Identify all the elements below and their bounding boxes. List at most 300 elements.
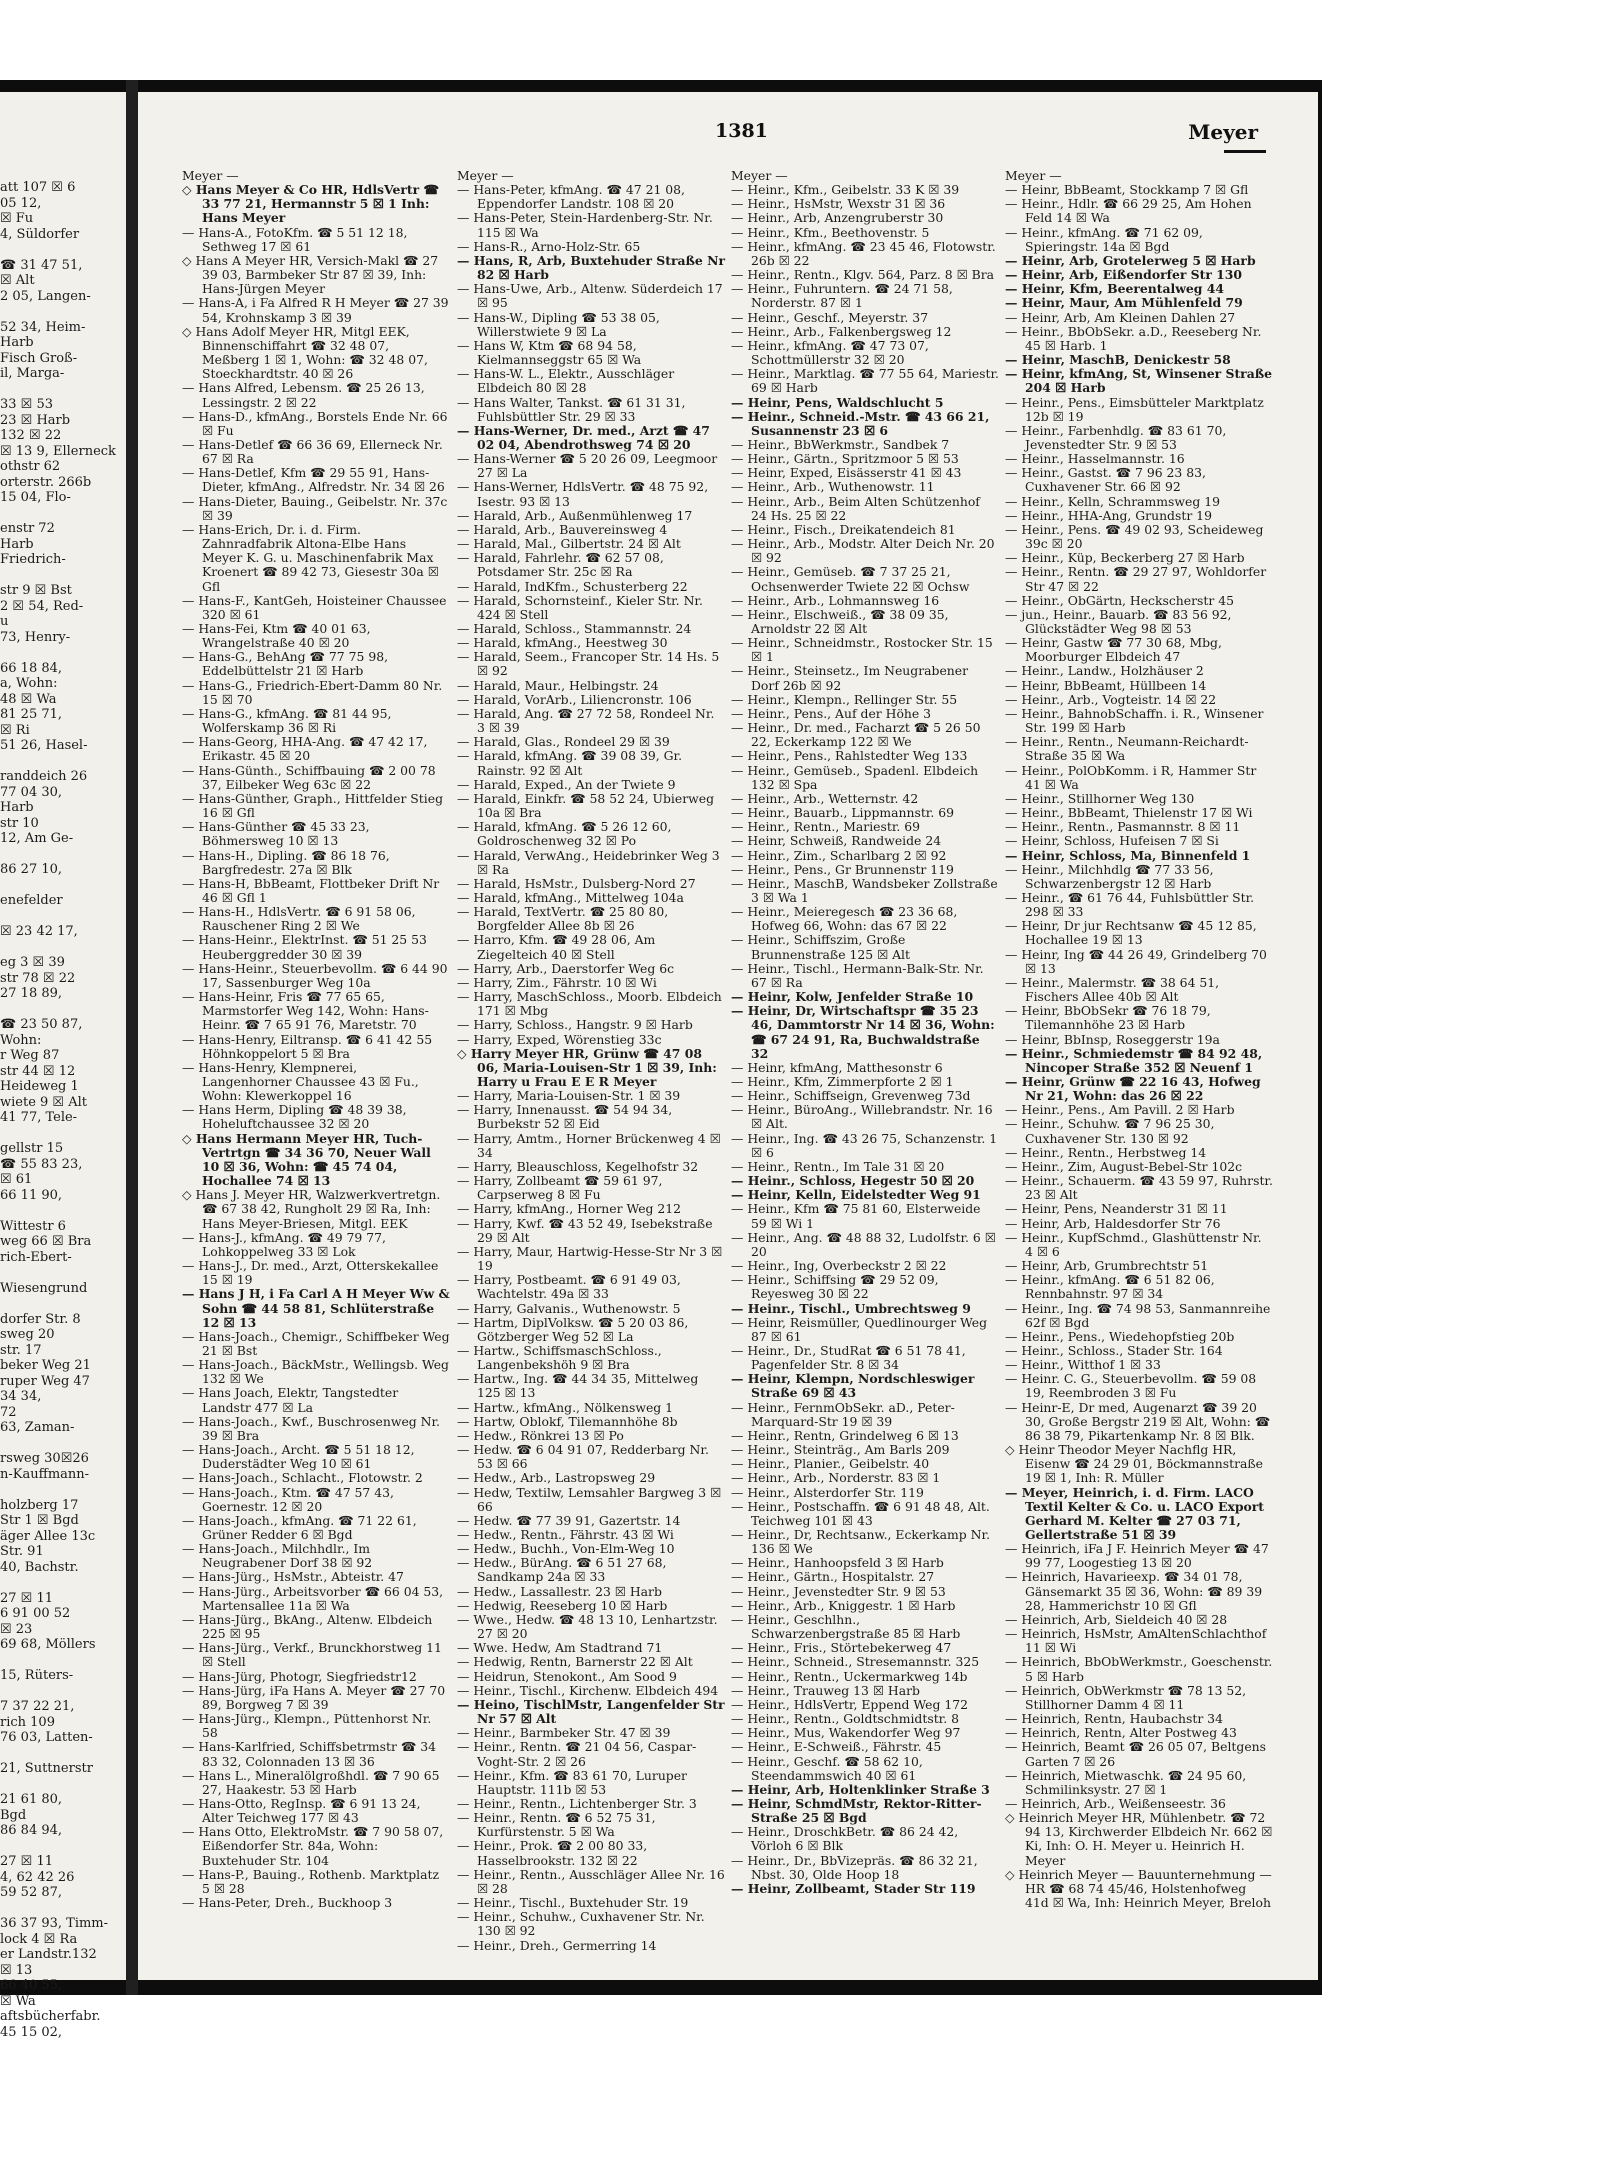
directory-entry: — Heinr., Farbenhdlg. ☎ 83 61 70, Jevenstedter Str. 9 ☒ 53 (1005, 422, 1227, 452)
directory-entry: — Hans Alfred, Lebensm. ☎ 25 26 13, Lessingstr. 2 ☒ 22 (182, 380, 425, 410)
directory-entry: — Harald, TextVertr. ☎ 25 80 80, Borgfelder Allee 8b ☒ 26 (457, 904, 669, 934)
directory-entry: — Harald, Schloss., Stammannstr. 24 (457, 621, 692, 636)
directory-entry: — Heinrich, Rentn, Alter Postweg 43 (1005, 1725, 1237, 1741)
directory-entry: — Heinr., Schuhw., Cuxhavener Str. Nr. 130 ☒ 92 (457, 1909, 705, 1939)
directory-entry: — Heinr., Milchhdlg ☎ 77 33 56, Schwarzenbergstr 12 ☒ Harb (1005, 861, 1214, 891)
directory-entry: — Harry, Arb., Daerstorfer Weg 6c (457, 960, 675, 976)
directory-entry: — Heinr., Tischl., Kirchenw. Elbdeich 494 (457, 1682, 719, 1698)
directory-entry: — Heinrich, Arb., Weißenseestr. 36 (1005, 1795, 1226, 1811)
sliver-line: 27 18 89, (0, 986, 63, 1001)
directory-entry: — Harald, VorArb., Liliencronstr. 106 (457, 691, 692, 707)
directory-entry: — Heinr., Rentn., Herbstweg 14 (1005, 1144, 1207, 1160)
column-head: Meyer — (182, 168, 239, 183)
directory-entry: — Meyer, Heinrich, i. d. Firm. LACO Textil Kelter & Co. u. LACO Export Gerhard M. Kelter ☎ 27 03 71, Gellertstraße 51 ☒ 39 (1005, 1484, 1265, 1542)
column-entries (1005, 183, 1273, 1910)
directory-entry: — Hans-Joach., kfmAng. ☎ 71 22 61, Grüner Redder 6 ☒ Bgd (182, 1512, 417, 1542)
sliver-line: n-Kauffmann- (0, 1466, 90, 1482)
sliver-line: Str. 91 (0, 1544, 44, 1559)
directory-entry: ◇ Hans Adolf Meyer HR, Mitgl EEK, Binnenschiffahrt ☎ 32 48 07, Meßberg 1 ☒ 1, Wohn: ☎ 32 48 07, Stoeckhardtstr. 40 ☒ 26 (182, 323, 428, 382)
directory-entry: — Hans-Jürg., HsMstr., Abteistr. 47 (182, 1569, 404, 1585)
directory-entry: — Hans W, Ktm ☎ 68 94 58, Kielmannseggstr 65 ☒ Wa (457, 337, 642, 368)
sliver-line: Wittestr 6 (0, 1218, 66, 1234)
directory-entry: — Heinr., Ang. ☎ 48 88 32, Ludolfstr. 6 ☒ 20 (731, 1229, 996, 1259)
directory-entry: — Heinr., Rentn., Klgv. 564, Parz. 8 ☒ Bra (731, 267, 995, 283)
sliver-line: 73, Henry- (0, 629, 71, 645)
directory-entry: — Heinr., kfmAng. ☎ 71 62 09, Spieringstr. 14a ☒ Bgd (1005, 224, 1203, 254)
directory-entry: — Hedw. ☎ 77 39 91, Gazertstr. 14 (457, 1512, 681, 1528)
directory-entry: — Heinr., BüroAng., Willebrandstr. Nr. 16 ☒ Alt. (731, 1102, 993, 1132)
sliver-line: ☒ Fu (0, 211, 34, 226)
sliver-line: 69 68, Möllers (0, 1637, 96, 1652)
directory-entry: — Hans-Georg, HHA-Ang. ☎ 47 42 17, Erikastr. 45 ☒ 20 (182, 734, 428, 764)
directory-entry: — Hans-Heinr., ElektrInst. ☎ 51 25 53 Heuberggredder 30 ☒ 39 (182, 932, 427, 962)
directory-entry: — Hans-F., KantGeh, Hoisteiner Chaussee 320 ☒ 61 (182, 592, 447, 622)
directory-entry: — Hans-H., HdlsVertr. ☎ 6 91 58 06, Rauschener Ring 2 ☒ We (182, 904, 416, 934)
directory-entry: — Hans-Joach., Milchhdlr., Im Neugrabener Dorf 38 ☒ 92 (182, 1541, 373, 1571)
sliver-line: Heideweg 1 (0, 1079, 79, 1094)
sliver-line: weg 66 ☒ Bra (0, 1234, 92, 1249)
directory-entry: — Harry, Exped, Wörenstieg 33c (457, 1031, 662, 1047)
directory-entry: — Heinr., Planier., Geibelstr. 40 (731, 1456, 930, 1472)
directory-entry: — Harry, Galvanis., Wuthenowstr. 5 (457, 1300, 681, 1316)
directory-entry: — Hans-Heinr., Steuerbevollm. ☎ 6 44 90 17, Sassenburger Weg 10a (182, 960, 448, 990)
sliver-line (0, 1296, 126, 1312)
sliver-line (0, 382, 126, 398)
directory-entry: — Heinr., Malermstr. ☎ 38 64 51, Fischers Allee 40b ☒ Alt (1005, 974, 1220, 1005)
directory-entry: — Heinr., BbBeamt, Thielenstr 17 ☒ Wi (1005, 805, 1253, 821)
sliver-line: ☎ 55 83 23, (0, 1156, 83, 1172)
directory-entry: — Harry, Amtm., Horner Brückenweg 4 ☒ 34 (457, 1130, 721, 1160)
sliver-line: 6 91 00 52 (0, 1606, 71, 1621)
sliver-line: 51 26, Hasel- (0, 738, 88, 753)
directory-entry: — Hans-Jürg., Verkf., Brunckhorstweg 11 ☒ Stell (182, 1640, 442, 1670)
directory-entry: — Hans-D., kfmAng., Borstels Ende Nr. 66 ☒ Fu (182, 408, 448, 438)
directory-entry: — Heinr., Dr., BbVizepräs. ☎ 86 32 21, Nbst. 30, Olde Hoop 18 (731, 1852, 978, 1882)
directory-entry: — Heinr., Mus, Wakendorfer Weg 97 (731, 1725, 961, 1741)
directory-entry: — Heinr., Arb., Wuthenowstr. 11 (731, 479, 935, 495)
directory-entry: — Harald, Ang. ☎ 27 72 58, Rondeel Nr. 3 ☒ 39 (457, 705, 715, 736)
sliver-line: 23 ☒ Harb (0, 412, 71, 428)
directory-entry: — Hartw., Ing. ☎ 44 34 35, Mittelweg 125 ☒ 13 (457, 1371, 699, 1401)
directory-entry: — Heinr., Arb., Beim Alten Schützenhof 24 Hs. 25 ☒ 22 (731, 493, 980, 523)
directory-entry: — Heinr., Rentn., Pasmannstr. 8 ☒ 11 (1005, 819, 1241, 835)
directory-entry: — Heinr, BbInsp, Roseggerstr 19a (1005, 1031, 1220, 1047)
sliver-line: 36 37 93, Timm- (0, 1916, 109, 1931)
directory-entry: — Hans L., Mineralölgroßhdl. ☎ 7 90 65 27, Haakestr. 53 ☒ Harb (182, 1767, 440, 1797)
sliver-line: 66 11 90, (0, 1187, 63, 1203)
directory-entry: — Heinr., Ing. ☎ 43 26 75, Schanzenstr. 1 ☒ 6 (731, 1130, 998, 1160)
directory-entry: — Hans-Joach., Ktm. ☎ 47 57 43, Goernestr. 12 ☒ 20 (182, 1484, 394, 1514)
sliver-line: a, Wohn: (0, 676, 58, 691)
sliver-line: r Weg 87 (0, 1048, 60, 1063)
sliver-line: ☒ 23 (0, 1621, 33, 1637)
directory-entry: — Heinr, Reismüller, Quedlinourger Weg 87 ☒ 61 (731, 1314, 988, 1344)
sliver-line: 66 18 84, (0, 660, 63, 676)
directory-entry: — Heinrich, Arb, Sieldeich 40 ☒ 28 (1005, 1611, 1228, 1627)
sliver-line (0, 1126, 126, 1142)
directory-entry: — Heinr., Schiffszim, Große Brunnenstraße 125 ☒ Alt (731, 932, 911, 962)
sliver-line: il, Marga- (0, 366, 65, 381)
sliver-line (0, 1203, 126, 1219)
page-number: 1381 (715, 120, 768, 142)
directory-entry: — jun., Heinr., Bauarb. ☎ 83 56 92, Glückstädter Weg 98 ☒ 53 (1005, 606, 1232, 636)
directory-entry: — Hans-Joach., Chemigr., Schiffbeker Weg 21 ☒ Bst (182, 1328, 450, 1358)
directory-entry: — Hans-A, i Fa Alfred R H Meyer ☎ 27 39 54, Krohnskamp 3 ☒ 39 (182, 295, 449, 325)
sliver-line (0, 506, 126, 522)
directory-entry: — Hans-Henry, Klempnerei, Langenhorner Chaussee 43 ☒ Fu., Wohn: Klewerkoppel 16 (182, 1059, 419, 1104)
sliver-line: 132 ☒ 22 (0, 428, 62, 443)
directory-entry: ◇ Hans Hermann Meyer HR, Tuch-Vertrtgn ☎ 34 36 70, Neuer Wall 10 ☒ 36, Wohn: ☎ 45 74 04, Hochallee 74 ☒ 13 (182, 1130, 431, 1189)
directory-entry: — Harald, VerwAng., Heidebrinker Weg 3 ☒ Ra (457, 847, 720, 877)
sliver-line: 15 04, Flo- (0, 490, 71, 505)
directory-entry: — Heinr. C. G., Steuerbevollm. ☎ 59 08 19, Reembroden 3 ☒ Fu (1005, 1371, 1257, 1401)
sliver-line: 76 03, Latten- (0, 1730, 93, 1745)
sliver-line: 45 15 02, (0, 2024, 63, 2040)
directory-entry: — Hans-P., Bauing., Rothenb. Marktplatz 5 ☒ 28 (182, 1866, 439, 1896)
directory-entry: — Heinr, BbBeamt, Stockkamp 7 ☒ Gfl (1005, 182, 1249, 198)
sliver-line (0, 1839, 126, 1855)
directory-entry: — Hans-Jürg., Arbeitsvorber ☎ 66 04 53, Martensallee 11a ☒ Wa (182, 1583, 444, 1613)
directory-entry: — Heinr., Rentn. ☎ 21 04 56, Caspar-Voght-Str. 2 ☒ 26 (457, 1739, 697, 1769)
directory-entry: — Hans-Joach., Kwf., Buschrosenweg Nr. 39 ☒ Bra (182, 1413, 440, 1443)
sliver-line: 4, 62 42 26 (0, 1869, 75, 1885)
directory-entry: — Heinr, Zollbeamt, Stader Str 119 (731, 1880, 976, 1896)
sliver-line: 81 25 71, (0, 707, 63, 722)
directory-entry: — Harald, kfmAng. ☎ 5 26 12 60, Goldroschenweg 32 ☒ Po (457, 819, 672, 849)
directory-entry: — Heinr., Schloss, Hegestr 50 ☒ 20 (731, 1173, 975, 1189)
sliver-line: ☒ Ri (0, 722, 30, 738)
directory-entry: — Heinr., Pens., Rahlstedter Weg 133 (731, 748, 968, 764)
sliver-line (0, 878, 126, 894)
sliver-line (0, 1265, 126, 1281)
sliver-line: gellstr 15 (0, 1141, 64, 1156)
directory-entry: — Heinr., Stillhorner Weg 130 (1005, 790, 1195, 806)
directory-entry: — Hans-Otto, RegInsp. ☎ 6 91 13 24, Alter Teichweg 177 ☒ 43 (182, 1795, 421, 1826)
directory-entry: ◇ Hans A Meyer HR, Versich-Makl ☎ 27 39 03, Barmbeker Str 87 ☒ 39, Inh: Hans-Jürgen Meyer (182, 252, 439, 297)
directory-entry: — Heinr., Dr, Rechtsanw., Eckerkamp Nr. 136 ☒ We (731, 1527, 991, 1557)
directory-entry: — Hartw., SchiffsmaschSchloss., Langenbekshöh 9 ☒ Bra (457, 1342, 662, 1373)
directory-entry: — Heinr., BahnobSchaffn. i. R., Winsener Str. 199 ☒ Harb (1005, 705, 1264, 736)
directory-entry: — Heinr., Rentn. ☎ 29 27 97, Wohldorfer Str 47 ☒ 22 (1005, 564, 1267, 594)
directory-entry: — Heinr., BbWerkmstr., Sandbek 7 (731, 436, 950, 452)
directory-entry: — Heinr, Pens, Waldschlucht 5 (731, 394, 944, 410)
sliver-line (0, 645, 126, 661)
directory-entry: — Heinr., Rentn., Mariestr. 69 (731, 819, 921, 835)
sliver-line: enefelder (0, 893, 63, 908)
directory-entry: — Hans-Werner ☎ 5 20 26 09, Leegmoor 27 ☒ La (457, 451, 718, 481)
directory-entry: — Heinr., Rentn., Ausschläger Allee Nr. 16 ☒ 28 (457, 1866, 725, 1896)
sliver-line: Friedrich- (0, 552, 66, 567)
directory-entry: — Heinr., Witthof 1 ☒ 33 (1005, 1357, 1161, 1373)
column-3 (731, 169, 999, 1969)
directory-entry: — Heinr., Arb., Norderstr. 83 ☒ 1 (731, 1470, 941, 1486)
sliver-line (0, 940, 126, 956)
sliver-line (0, 909, 126, 925)
directory-entry: — Hartw, Oblokf, Tilemannhöhe 8b (457, 1413, 678, 1429)
directory-entry: — Heinr., Schmiedemstr ☎ 84 92 48, Nincoper Straße 352 ☒ Neuenf 1 (1005, 1045, 1263, 1075)
directory-entry: — Hartw., kfmAng., Nölkensweg 1 (457, 1399, 674, 1415)
column-2 (457, 169, 725, 1969)
sliver-line: 2 05, Langen- (0, 288, 91, 304)
directory-entry: ◇ Heinrich Meyer HR, Mühlenbetr. ☎ 72 94 13, Kirchwerder Elbdeich Nr. 662 ☒ Ki, Inh: O. H. Meyer u. Heinrich H. Meyer (1005, 1810, 1273, 1868)
directory-entry: — Wwe., Hedw. ☎ 48 13 10, Lenhartzstr. 27 ☒ 20 (457, 1611, 718, 1642)
sliver-line: rich-Ebert- (0, 1249, 72, 1265)
directory-entry: — Heinr., Gärtn., Hospitalstr. 27 (731, 1569, 935, 1585)
sliver-line: eg 3 ☒ 39 (0, 955, 65, 970)
directory-entry: — Heinr., Kfm. ☎ 83 61 70, Luruper Hauptstr. 111b ☒ 53 (457, 1767, 687, 1797)
directory-entry: — Harald, kfmAng., Heestweg 30 (457, 635, 668, 651)
directory-entry: — Hans-Günther, Graph., Hittfelder Stieg 16 ☒ Gfl (182, 790, 444, 821)
directory-entry: — Heinr., Landw., Holzhäuser 2 (1005, 663, 1204, 679)
directory-entry: — Hans-Jürg, Photogr, Siegfriedstr12 (182, 1668, 417, 1684)
directory-entry: — Heinrich, Havarieexp. ☎ 34 01 78, Gänsemarkt 35 ☒ 36, Wohn: ☎ 89 39 28, Hammerichstr 10 ☒ Gfl (1005, 1569, 1263, 1613)
directory-entry: — Heinr., PolObKomm. i R, Hammer Str 41 ☒ Wa (1005, 762, 1257, 792)
directory-entry: — Heinr., Schneidmstr., Rostocker Str. 15 ☒ 1 (731, 635, 993, 665)
directory-entry: — Harry, Kwf. ☎ 43 52 49, Isebekstraße 29 ☒ Alt (457, 1215, 713, 1245)
directory-entry: — Harald, Fahrlehr. ☎ 62 57 08, Potsdamer Str. 25c ☒ Ra (457, 550, 664, 580)
directory-entry: — Heinr, Exped, Eisässerstr 41 ☒ 43 (731, 465, 962, 481)
sliver-line: 72 (0, 1404, 17, 1420)
sliver-line (0, 754, 126, 770)
directory-entry: — Hans-Heinr, Fris ☎ 77 65 65, Marmstorfer Weg 142, Wohn: Hans-Heinr. ☎ 7 65 91 76, Maretstr. 70 (182, 989, 429, 1033)
directory-entry: — Heinr, Arb, Grotelerweg 5 ☒ Harb (1005, 252, 1256, 268)
directory-entry: — Harry, Zollbeamt ☎ 59 61 97, Carpserweg 8 ☒ Fu (457, 1173, 663, 1203)
directory-entry: ◇ Hans Meyer & Co HR, HdlsVertr ☎ 33 77 21, Hermannstr 5 ☒ 1 Inh: Hans Meyer (182, 182, 439, 226)
directory-entry: — Hedw., Lassallestr. 23 ☒ Harb (457, 1583, 662, 1599)
column-entries (457, 183, 725, 1953)
directory-entry: — Harald, Exped., An der Twiete 9 (457, 776, 676, 792)
directory-entry: — Heinr., E-Schweiß., Fährstr. 45 (731, 1739, 942, 1755)
sliver-line: ☒ 13 9, Ellerneck (0, 443, 116, 459)
directory-entry: — Heinr., Hasselmannstr. 16 (1005, 451, 1185, 467)
directory-entry: — Heinr., Geschf. ☎ 58 62 10, Steendammswich 40 ☒ 61 (731, 1753, 923, 1783)
directory-entry: — Hedw., Rönkrei 13 ☒ Po (457, 1427, 624, 1443)
sliver-line (0, 1746, 126, 1762)
sliver-line: enstr 72 (0, 521, 55, 536)
directory-entry: — Heinr., Hanhoopsfeld 3 ☒ Harb (731, 1555, 944, 1571)
column-entries (182, 183, 450, 1910)
directory-entry: — Harald, IndKfm., Schusterberg 22 (457, 578, 688, 594)
directory-entry: — Heinr., Ing. ☎ 74 98 53, Sanmannreihe 62f ☒ Bgd (1005, 1300, 1271, 1330)
directory-entry: — Heinr., Prok. ☎ 2 00 80 33, Hasselbrookstr. 132 ☒ 22 (457, 1838, 648, 1868)
sliver-line: dorfer Str. 8 (0, 1311, 81, 1327)
directory-entry: — Heinr., kfmAng. ☎ 6 51 82 06, Rennbahnstr. 97 ☒ 34 (1005, 1272, 1215, 1302)
directory-entry: — Hans-H, BbBeamt, Flottbeker Drift Nr 46 ☒ Gfl 1 (182, 875, 440, 905)
sliver-line: Fisch Groß- (0, 350, 78, 366)
directory-entry: — Heinr., kfmAng. ☎ 23 45 46, Flotowstr. 26b ☒ 22 (731, 238, 996, 268)
directory-entry: — Heinr., Rentn., Im Tale 31 ☒ 20 (731, 1158, 945, 1174)
directory-entry: — Heinr., Gemüseb., Spadenl. Elbdeich 132 ☒ Spa (731, 762, 979, 792)
directory-entry: — Heinr., Dr. med., Facharzt ☎ 5 26 50 22, Eckerkamp 122 ☒ We (731, 720, 981, 750)
sliver-line: äger Allee 13c (0, 1528, 96, 1544)
directory-entry: — Heinr, BbBeamt, Hüllbeen 14 (1005, 677, 1207, 693)
sliver-line: 48 ☒ Wa (0, 691, 57, 707)
running-head-rule (1224, 150, 1266, 153)
sliver-line: 05 12, (0, 195, 42, 211)
directory-entry: — Hans Joach, Elektr, Tangstedter Landstr 477 ☒ La (182, 1385, 399, 1415)
directory-entry: — Heinr., Jevenstedter Str. 9 ☒ 53 (731, 1583, 946, 1599)
sliver-line (0, 242, 126, 258)
sliver-line: Harb (0, 800, 34, 815)
directory-entry: — Hedw., BürAng. ☎ 6 51 27 68, Sandkamp 24a ☒ 33 (457, 1555, 667, 1585)
sliver-line: Wohn: (0, 1032, 42, 1048)
sliver-line: 52 34, Heim- (0, 319, 86, 335)
directory-entry: — Hans-Joach., BäckMstr., Wellingsb. Weg 132 ☒ We (182, 1357, 449, 1387)
left-page-text (0, 92, 126, 2040)
directory-entry: — Heinr., Pens., Eimsbütteler Marktplatz 12b ☒ 19 (1005, 394, 1264, 424)
sliver-line: 12, Am Ge- (0, 831, 74, 846)
sliver-line: 40, Bachstr. (0, 1559, 79, 1575)
directory-entry: — Heinr., Arb., Kniggestr. 1 ☒ Harb (731, 1597, 956, 1613)
sliver-line: str 9 ☒ Bst (0, 583, 72, 598)
directory-entry: — Hans-Jürg., Klempn., Püttenhorst Nr. 58 (182, 1711, 432, 1741)
sliver-line: ☒ 23 42 17, (0, 924, 78, 939)
sliver-line (0, 1684, 126, 1700)
directory-entry: — Heinr., Kelln, Schrammsweg 19 (1005, 493, 1220, 509)
directory-entry: — Heinrich, BbObWerkmstr., Goeschenstr. 5 ☒ Harb (1005, 1654, 1273, 1684)
column-head: Meyer — (457, 168, 514, 183)
directory-entry: — Heinr, Grünw ☎ 22 16 43, Hofweg Nr 21, Wohn: das 26 ☒ 22 (1005, 1074, 1261, 1104)
directory-entry: — Heinr., Tischl., Buxtehuder Str. 19 (457, 1895, 689, 1911)
sliver-line (0, 1482, 126, 1498)
directory-entry: — Hans Otto, ElektroMstr. ☎ 7 90 58 07, Eißendorfer Str. 84a, Wohn: Buxtehuder Str. 104 (182, 1824, 444, 1868)
sliver-line: ☒ Wa (0, 1993, 36, 2009)
directory-page (138, 92, 1318, 1980)
directory-entry: — Heinr, Dr, Wirtschaftspr ☎ 35 23 46, Dammtorstr Nr 14 ☒ 36, Wohn: ☎ 67 24 91, Ra, Buchwaldstraße 32 (731, 1003, 995, 1061)
column-head: Meyer — (731, 168, 788, 183)
directory-entry: — Heinr., Fisch., Dreikatendeich 81 (731, 521, 956, 537)
left-page-sliver (0, 92, 126, 2040)
sliver-line: 41 77, Tele- (0, 1110, 78, 1125)
sliver-line (0, 1653, 126, 1669)
sliver-line (0, 304, 126, 320)
directory-entry: — Hans-W., Dipling ☎ 53 38 05, Willerstwiete 9 ☒ La (457, 309, 660, 339)
column-1 (182, 169, 450, 1969)
directory-entry: — Hans-Peter, Dreh., Buckhoop 3 (182, 1895, 393, 1911)
directory-entry: — Heinr., Arb., Lohmannsweg 16 (731, 592, 940, 608)
sliver-line (0, 1777, 126, 1793)
sliver-line: aftsbücherfabr. (0, 2009, 101, 2024)
directory-entry: — Heinr, Pens, Neanderstr 31 ☒ 11 (1005, 1201, 1228, 1217)
directory-entry: — Heinr., Barmbeker Str. 47 ☒ 39 (457, 1725, 671, 1741)
directory-entry: — Heinr., Rentn., Lichtenberger Str. 3 (457, 1795, 697, 1811)
sliver-line: att 107 ☒ 6 (0, 180, 76, 195)
directory-entry: ◇ Harry Meyer HR, Grünw ☎ 47 08 06, Maria-Louisen-Str 1 ☒ 39, Inh: Harry u Frau E E R Meyer (457, 1045, 717, 1089)
sliver-line: Harb (0, 335, 34, 350)
directory-entry: — Hedwig, Rentn, Barnerstr 22 ☒ Alt (457, 1654, 693, 1670)
directory-entry: — Hans-Detlef, Kfm ☎ 29 55 91, Hans-Dieter, kfmAng., Alfredstr. Nr. 34 ☒ 26 (182, 465, 445, 495)
directory-entry: — Heinr, Arb, Am Kleinen Dahlen 27 (1005, 309, 1236, 325)
directory-entry: — Harry, Postbeamt. ☎ 6 91 49 03, Wachtelstr. 49a ☒ 33 (457, 1272, 681, 1302)
directory-entry: — Harro, Kfm. ☎ 49 28 06, Am Ziegelteich 40 ☒ Stell (457, 932, 656, 962)
directory-entry: — Harry, Schloss., Hangstr. 9 ☒ Harb (457, 1017, 693, 1033)
directory-entry: — Hans Walter, Tankst. ☎ 61 31 31, Fuhlsbüttler Str. 29 ☒ 33 (457, 394, 686, 424)
directory-entry: — Heinrich, Beamt ☎ 26 05 07, Beltgens Garten 7 ☒ 26 (1005, 1739, 1266, 1769)
directory-entry: — Heinr., Elschweiß., ☎ 38 09 35, Arnoldstr 22 ☒ Alt (731, 606, 949, 636)
directory-entry: — Hans-A., FotoKfm. ☎ 5 51 12 18, Sethweg 17 ☒ 61 (182, 224, 408, 254)
directory-entry: — Wwe. Hedw, Am Stadtrand 71 (457, 1640, 663, 1656)
directory-entry: — Hans-Günth., Schiffbauing ☎ 2 00 78 37, Eilbeker Weg 63c ☒ 22 (182, 762, 436, 792)
directory-entry: — Heinr, Gastw ☎ 77 30 68, Mbg, Moorburger Elbdeich 47 (1005, 635, 1222, 665)
directory-entry: — Heinr., Fris., Störtebekerweg 47 (731, 1640, 952, 1656)
directory-entry: — Heinr., KupfSchmd., Glashüttenstr Nr. 4 ☒ 6 (1005, 1229, 1262, 1259)
directory-entry: — Heinr., Arb., Falkenbergsweg 12 (731, 323, 952, 339)
directory-entry: — Heinr., Schiffseign, Grevenweg 73d (731, 1088, 971, 1104)
directory-entry: — Heinrich, Mietwaschk. ☎ 24 95 60, Schmilinksystr. 27 ☒ 1 (1005, 1767, 1247, 1797)
directory-entry: — Heinr., Hdlr. ☎ 66 29 25, Am Hohen Feld 14 ☒ Wa (1005, 196, 1252, 226)
directory-entry: — Heinr., Schneid., Stresemannstr. 325 (731, 1654, 980, 1670)
directory-entry: — Heinr., Pens. ☎ 49 02 93, Scheideweg 39c ☒ 20 (1005, 521, 1264, 552)
directory-entry: — Hedw., Rentn., Fährstr. 43 ☒ Wi (457, 1527, 674, 1542)
sliver-line: str 44 ☒ 12 (0, 1063, 76, 1079)
sliver-line: u (0, 614, 9, 629)
directory-entry: — Heinr., Pens., Auf der Höhe 3 (731, 705, 932, 721)
sliver-line: rich 109 (0, 1714, 55, 1730)
directory-entry: — Hans-Jürg, iFa Hans A. Meyer ☎ 27 70 89, Borgweg 7 ☒ 39 (182, 1682, 446, 1712)
directory-entry: — Heinrich, HsMstr, AmAltenSchlachthof 11 ☒ Wi (1005, 1626, 1267, 1656)
sliver-line: Bgd (0, 1807, 27, 1823)
directory-entry: — Hartm, DiplVolksw. ☎ 5 20 03 86, Götzberger Weg 52 ☒ La (457, 1314, 689, 1344)
directory-entry: — Heinr., kfmAng. ☎ 47 73 07, Schottmüllerstr 32 ☒ 20 (731, 337, 929, 368)
directory-entry: — Hans-G., Friedrich-Ebert-Damm 80 Nr. 15 ☒ 70 (182, 677, 443, 707)
directory-entry: — Heinr, Dr jur Rechtsanw ☎ 45 12 85, Hochallee 19 ☒ 13 (1005, 918, 1257, 948)
directory-entry: — Heinr, Ing ☎ 44 26 49, Grindelberg 70 ☒ 13 (1005, 946, 1267, 976)
directory-entry: — Heinr., Rentn. ☎ 6 52 75 31, Kurfürstenstr. 5 ☒ Wa (457, 1810, 656, 1840)
directory-entry: — Heinr., Dreh., Germerring 14 (457, 1937, 657, 1953)
book-gutter (126, 80, 138, 1995)
directory-entry: — Heinr., Rentn, Grindelweg 6 ☒ 13 (731, 1427, 959, 1443)
sliver-line: str 78 ☒ 22 (0, 970, 76, 986)
directory-entry: — Heinr., Fuhruntern. ☎ 24 71 58, Norderstr. 87 ☒ 1 (731, 281, 953, 311)
directory-entry: — Heinr., Marktlag. ☎ 77 55 64, Mariestr. 69 ☒ Harb (731, 366, 999, 396)
sliver-line: 77 04 30, (0, 784, 63, 800)
directory-entry: — Heinr, BbObSekr ☎ 76 18 79, Tilemannhöhe 23 ☒ Harb (1005, 1003, 1211, 1033)
directory-entry: — Heinr, kfmAng, St, Winsener Straße 204 ☒ Harb (1005, 366, 1273, 396)
sliver-line: randdeich 26 (0, 769, 88, 784)
sliver-line: holzberg 17 (0, 1497, 79, 1513)
directory-entry: — Heinr, Arb, Holtenklinker Straße 3 (731, 1781, 990, 1797)
directory-entry: — Heinr., Geschf., Meyerstr. 37 (731, 309, 929, 325)
directory-entry: — Heinrich, Rentn, Haubachstr 34 (1005, 1711, 1223, 1727)
directory-entry: — Heinr., Schloss., Stader Str. 164 (1005, 1342, 1223, 1358)
directory-entry: — Hans-Werner, HdlsVertr. ☎ 48 75 92, Isestr. 93 ☒ 13 (457, 479, 709, 509)
directory-entry: — Heinr, Schweiß, Randweide 24 (731, 833, 942, 849)
directory-entry: — Heinr., Klempn., Rellinger Str. 55 (731, 691, 958, 707)
directory-entry: — Heinr, Klempn, Nordschleswiger Straße 69 ☒ 43 (731, 1371, 975, 1401)
directory-entry: — Heinr., Schneid.-Mstr. ☎ 43 66 21, Susannenstr 23 ☒ 6 (731, 408, 990, 438)
directory-entry: — Heinr., Schauerm. ☎ 43 59 97, Ruhrstr. 23 ☒ Alt (1005, 1173, 1273, 1203)
directory-entry: — Heidrun, Stenokont., Am Sood 9 (457, 1668, 677, 1684)
directory-entry: — Heinr, Arb, Grumbrechtstr 51 (1005, 1258, 1209, 1274)
directory-entry: — Heinr., Schiffsing ☎ 29 52 09, Reyesweg 30 ☒ 22 (731, 1272, 939, 1302)
column-head: Meyer — (1005, 168, 1062, 183)
directory-entry: — Hans-J., kfmAng. ☎ 49 79 77, Lohkoppelweg 33 ☒ Lok (182, 1229, 386, 1259)
sliver-line: 21, Suttnerstr (0, 1761, 93, 1776)
directory-entry: — Harald, Seem., Francoper Str. 14 Hs. 5 ☒ 92 (457, 649, 720, 679)
directory-entry: — Heinr., FernmObSekr. aD., Peter-Marquard-Str 19 ☒ 39 (731, 1399, 955, 1429)
directory-entry: — Heinr., Steinträg., Am Barls 209 (731, 1442, 950, 1458)
directory-entry: — Hans-W. L., Elektr., Ausschläger Elbdeich 80 ☒ 28 (457, 366, 675, 396)
directory-entry: — Hans-Jürg., BkAng., Altenw. Elbdeich 225 ☒ 95 (182, 1611, 433, 1642)
sliver-line: 86 27 10, (0, 862, 63, 877)
directory-entry: — Hans, R, Arb, Buxtehuder Straße Nr 82 ☒ Harb (457, 252, 725, 283)
directory-entry: — Hans-Karlfried, Schiffsbetrmstr ☎ 34 83 32, Colonnaden 13 ☒ 36 (182, 1739, 436, 1769)
directory-entry: — Hans-J., Dr. med., Arzt, Otterskekallee 15 ☒ 19 (182, 1258, 439, 1288)
directory-entry: — Heinrich, ObWerkmstr ☎ 78 13 52, Stillhorner Damm 4 ☒ 11 (1005, 1682, 1247, 1712)
directory-entry: — Heinr., Rentn., Goldtschmidtstr. 8 (731, 1711, 959, 1727)
sliver-line: 66 40 55, (0, 1978, 63, 1993)
sliver-line (0, 568, 126, 584)
